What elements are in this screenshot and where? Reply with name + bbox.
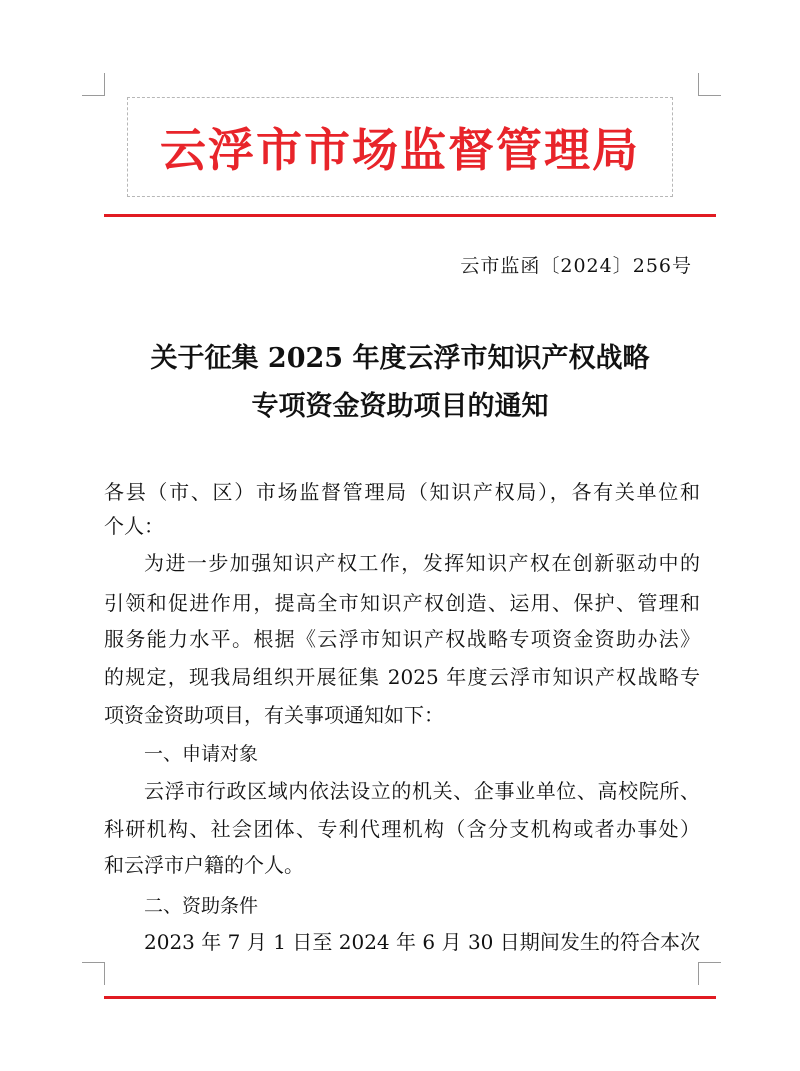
body-line-paragraph-1: 的规定，现我局组织开展征集 2025 年度云浮市知识产权战略专 bbox=[104, 665, 700, 689]
body-line-paragraph-1: 项资金资助项目，有关事项通知如下： bbox=[104, 703, 444, 727]
body-line-addressee: 各县（市、区）市场监督管理局（知识产权局），各有关单位和 bbox=[104, 480, 700, 504]
section-heading-1: 一、申请对象 bbox=[144, 743, 259, 765]
body-line-section-1: 科研机构、社会团体、专利代理机构（含分支机构或者办事处） bbox=[104, 817, 700, 841]
letterhead-red-rule bbox=[104, 214, 716, 217]
body-line-addressee-cont: 个人： bbox=[104, 514, 164, 538]
body-line-section-2: 2023 年 7 月 1 日至 2024 年 6 月 30 日期间发生的符合本次 bbox=[144, 930, 700, 954]
section-heading-2: 二、资助条件 bbox=[144, 895, 259, 917]
crop-mark-top-left bbox=[82, 73, 105, 96]
body-line-paragraph-1: 引领和促进作用，提高全市知识产权创造、运用、保护、管理和 bbox=[104, 591, 700, 615]
crop-mark-bottom-left bbox=[82, 962, 105, 985]
crop-mark-top-right bbox=[698, 73, 721, 96]
body-line-section-1: 云浮市行政区域内依法设立的机关、企事业单位、高校院所、 bbox=[144, 779, 700, 803]
document-number: 云市监函〔2024〕256号 bbox=[460, 255, 692, 277]
document-title-line-2: 专项资金资助项目的通知 bbox=[251, 391, 549, 422]
body-line-paragraph-1: 为进一步加强知识产权工作，发挥知识产权在创新驱动中的 bbox=[144, 551, 700, 575]
document-title-line-1: 关于征集 2025 年度云浮市知识产权战略 bbox=[150, 343, 650, 374]
footer-red-rule bbox=[104, 996, 716, 999]
agency-name: 云浮市市场监督管理局 bbox=[160, 123, 640, 177]
body-line-paragraph-1: 服务能力水平。根据《云浮市知识产权战略专项资金资助办法》 bbox=[104, 627, 700, 651]
crop-mark-bottom-right bbox=[698, 962, 721, 985]
body-line-section-1: 和云浮市户籍的个人。 bbox=[104, 853, 304, 877]
